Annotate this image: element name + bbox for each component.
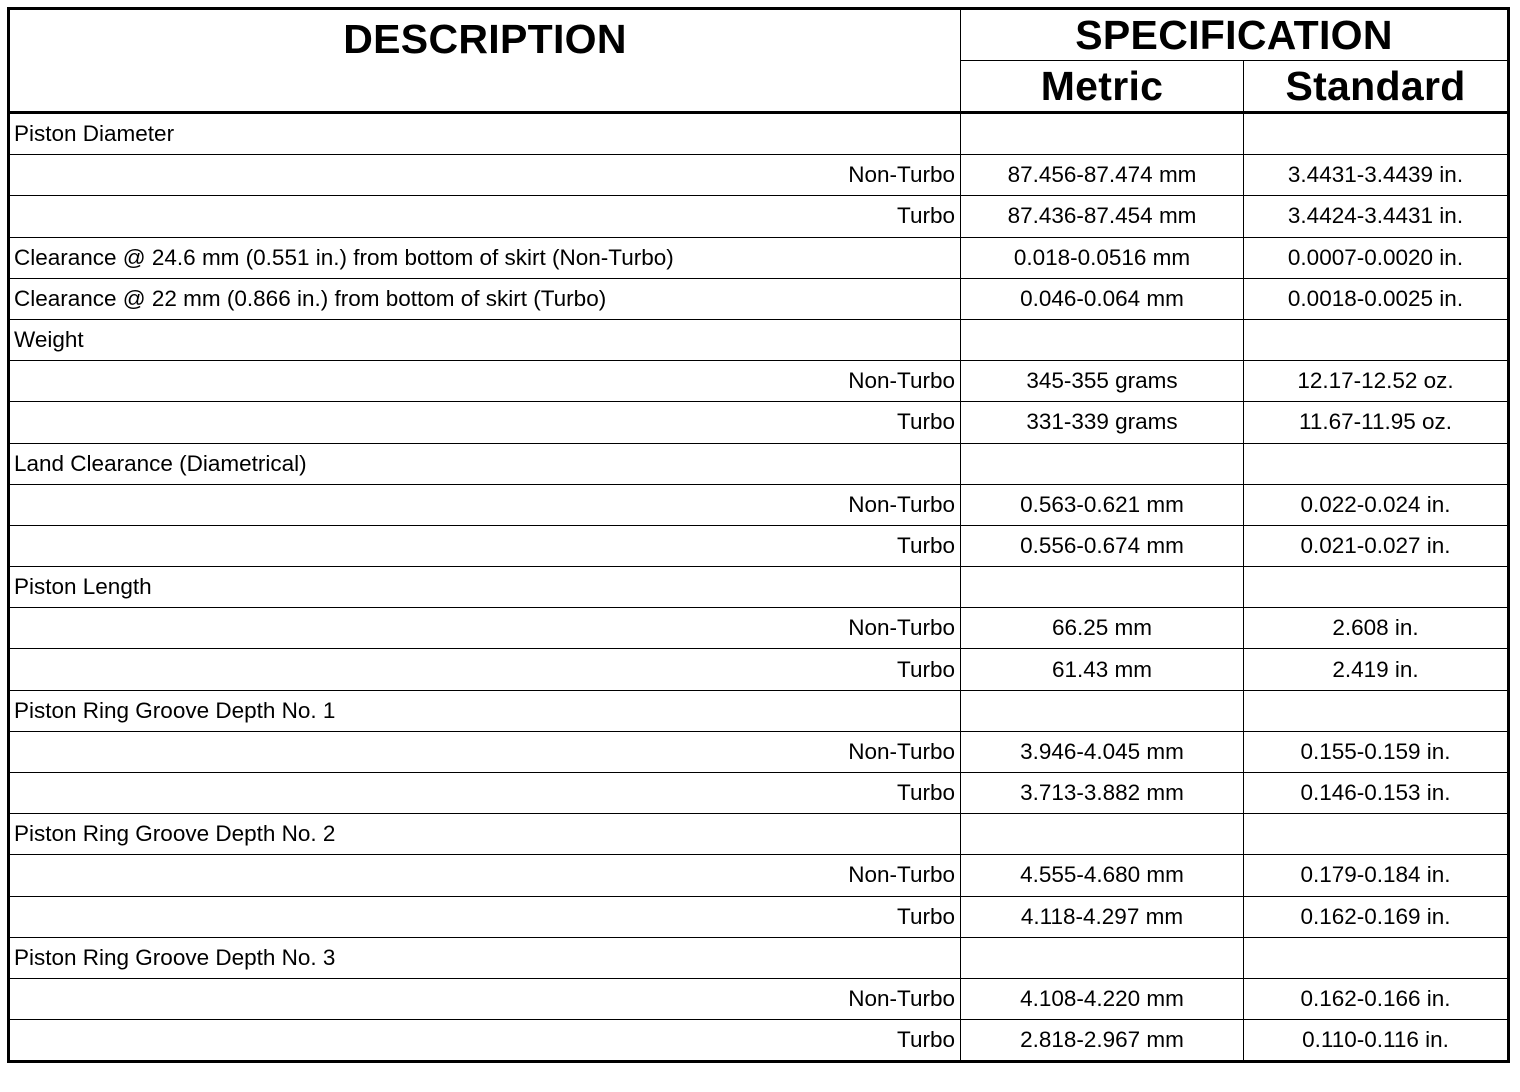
standard-value: 12.17-12.52 oz. [1244,361,1509,402]
standard-value: 0.0007-0.0020 in. [1244,237,1509,278]
description-cell: Piston Diameter [9,113,961,155]
metric-value: 345-355 grams [961,361,1244,402]
standard-value: 3.4424-3.4431 in. [1244,196,1509,237]
standard-value: 0.022-0.024 in. [1244,484,1509,525]
metric-value: 3.946-4.045 mm [961,731,1244,772]
table-row [9,978,1509,1019]
description-cell: Piston Length [9,567,961,608]
standard-value: 0.162-0.166 in. [1244,978,1509,1019]
metric-value [961,690,1244,731]
table-row [9,731,1509,772]
variant-label: Turbo [9,896,961,937]
variant-label: Turbo [9,649,961,690]
variant-label: Non-Turbo [9,155,961,196]
description-header: DESCRIPTION [9,9,961,113]
table-row [9,525,1509,566]
standard-value [1244,113,1509,155]
description-cell: Clearance @ 22 mm (0.866 in.) from bottom of skirt (Turbo) [9,278,961,319]
standard-header: Standard [1244,61,1509,113]
table-row [9,113,1509,155]
standard-value [1244,690,1509,731]
description-cell: Piston Ring Groove Depth No. 3 [9,937,961,978]
variant-label: Non-Turbo [9,731,961,772]
table-row [9,155,1509,196]
variant-label: Non-Turbo [9,361,961,402]
variant-label: Non-Turbo [9,978,961,1019]
table-row [9,237,1509,278]
table-row [9,361,1509,402]
metric-value: 0.556-0.674 mm [961,525,1244,566]
standard-value: 11.67-11.95 oz. [1244,402,1509,443]
metric-value: 61.43 mm [961,649,1244,690]
standard-value [1244,814,1509,855]
standard-value [1244,937,1509,978]
standard-value [1244,567,1509,608]
description-cell: Piston Ring Groove Depth No. 2 [9,814,961,855]
standard-value: 0.146-0.153 in. [1244,773,1509,814]
table-row [9,1020,1509,1062]
metric-value: 0.046-0.064 mm [961,278,1244,319]
metric-value: 331-339 grams [961,402,1244,443]
header-row-top [9,9,1509,61]
metric-value: 87.436-87.454 mm [961,196,1244,237]
metric-value: 0.018-0.0516 mm [961,237,1244,278]
metric-value [961,814,1244,855]
table-row [9,773,1509,814]
variant-label: Turbo [9,196,961,237]
specification-header: SPECIFICATION [961,9,1509,61]
variant-label: Turbo [9,773,961,814]
table-row [9,855,1509,896]
metric-value [961,567,1244,608]
table-row [9,814,1509,855]
standard-value: 0.110-0.116 in. [1244,1020,1509,1062]
variant-label: Turbo [9,1020,961,1062]
description-cell: Piston Ring Groove Depth No. 1 [9,690,961,731]
standard-value: 0.179-0.184 in. [1244,855,1509,896]
table-row [9,608,1509,649]
table-row [9,278,1509,319]
table-row [9,402,1509,443]
table-body [9,113,1509,1062]
standard-value: 0.155-0.159 in. [1244,731,1509,772]
metric-value [961,443,1244,484]
metric-value [961,319,1244,360]
variant-label: Non-Turbo [9,484,961,525]
metric-value: 4.555-4.680 mm [961,855,1244,896]
table-row [9,649,1509,690]
metric-value [961,113,1244,155]
table-row [9,896,1509,937]
metric-value: 66.25 mm [961,608,1244,649]
table-header [9,9,1509,113]
table-row [9,937,1509,978]
description-cell: Weight [9,319,961,360]
variant-label: Non-Turbo [9,855,961,896]
standard-value [1244,443,1509,484]
description-cell: Land Clearance (Diametrical) [9,443,961,484]
metric-value: 4.108-4.220 mm [961,978,1244,1019]
metric-value: 0.563-0.621 mm [961,484,1244,525]
standard-value [1244,319,1509,360]
table-row [9,690,1509,731]
metric-header: Metric [961,61,1244,113]
standard-value: 2.419 in. [1244,649,1509,690]
variant-label: Non-Turbo [9,608,961,649]
standard-value: 0.162-0.169 in. [1244,896,1509,937]
metric-value: 87.456-87.474 mm [961,155,1244,196]
standard-value: 0.0018-0.0025 in. [1244,278,1509,319]
standard-value: 0.021-0.027 in. [1244,525,1509,566]
metric-value: 4.118-4.297 mm [961,896,1244,937]
table-row [9,443,1509,484]
metric-value: 3.713-3.882 mm [961,773,1244,814]
variant-label: Turbo [9,402,961,443]
table-row [9,196,1509,237]
standard-value: 2.608 in. [1244,608,1509,649]
piston-specification-table [7,7,1510,1063]
table-row [9,567,1509,608]
variant-label: Turbo [9,525,961,566]
table-row [9,319,1509,360]
table-row [9,484,1509,525]
metric-value [961,937,1244,978]
metric-value: 2.818-2.967 mm [961,1020,1244,1062]
standard-value: 3.4431-3.4439 in. [1244,155,1509,196]
description-cell: Clearance @ 24.6 mm (0.551 in.) from bottom of skirt (Non-Turbo) [9,237,961,278]
